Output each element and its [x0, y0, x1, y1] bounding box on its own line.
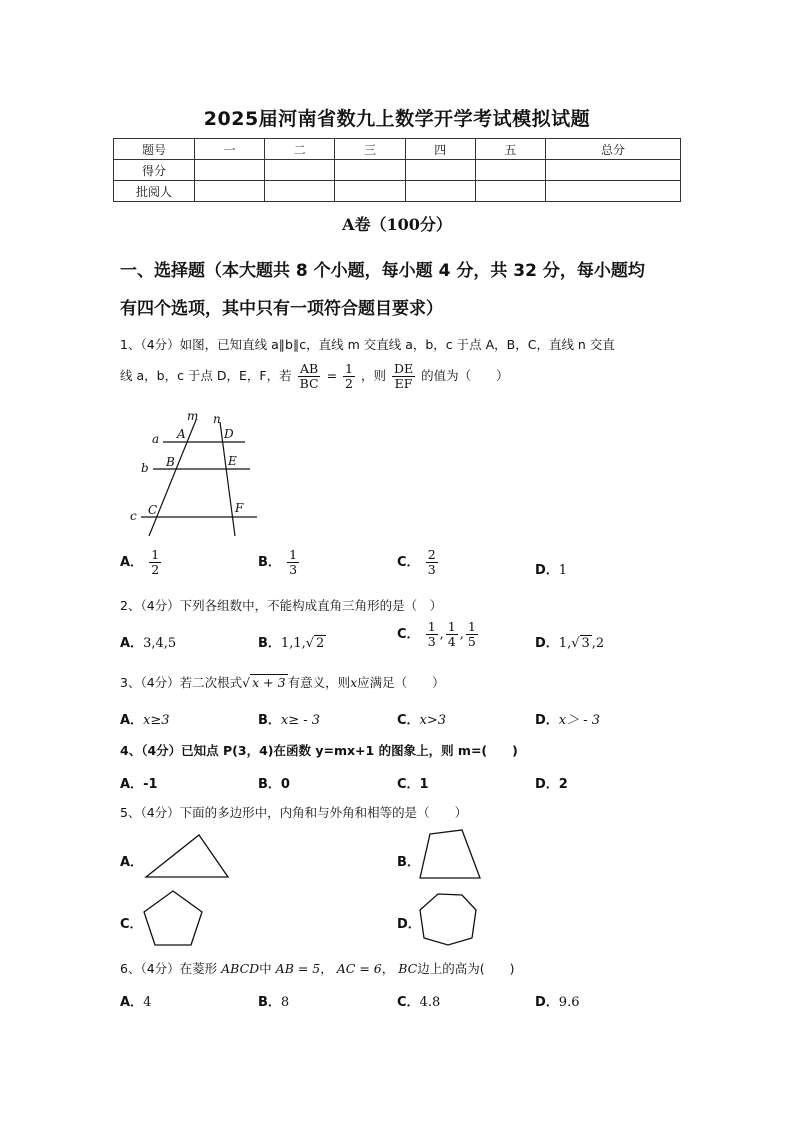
score-table-header	[114, 139, 681, 160]
table-cell: 四	[405, 139, 475, 160]
q4-option-d[interactable]: D．2	[535, 777, 568, 792]
q4-option-c[interactable]: C．1	[397, 777, 429, 792]
q1-option-a[interactable]: A． $\frac{1}{2}$	[120, 547, 160, 577]
table-cell: 二	[265, 139, 335, 160]
table-row	[114, 160, 681, 181]
fraction: $\frac{1}{2}$	[151, 547, 160, 577]
label-m: m	[187, 409, 199, 423]
grader-cell[interactable]	[405, 181, 475, 202]
q1-text-a: 线 a，b，c 于点 D，E，F，若	[120, 367, 292, 383]
q2-question: 2、（4分）下列各组数中，不能构成直角三角形的是（ ）	[120, 598, 443, 613]
numerator: DE	[393, 361, 414, 376]
q5-option-d[interactable]: D．	[397, 917, 421, 932]
hexagon-shape	[416, 890, 480, 948]
q5-option-c[interactable]: C．	[120, 917, 143, 932]
q1-option-b[interactable]: B． $\frac{1}{3}$	[258, 547, 298, 577]
sqrt-radicand: x + 3	[252, 675, 286, 690]
score-cell[interactable]	[475, 160, 545, 181]
table-cell: 总分	[546, 139, 681, 160]
q2-option-c[interactable]: C． $\frac{1}{3}$ , $\frac{1}{4}$ , $\frac{1}{5}$	[397, 619, 476, 649]
grader-cell[interactable]	[195, 181, 265, 202]
volume-heading: A卷（100分）	[342, 215, 452, 234]
section-heading-line2: 有四个选项，其中只有一项符合题目要求）	[120, 299, 443, 319]
label-E: E	[228, 454, 237, 468]
label-a: a	[152, 432, 160, 446]
grader-cell[interactable]	[335, 181, 405, 202]
q3-question: 3、（4分）若二次根式√ x + 3 有意义，则x应满足（ ）	[120, 675, 445, 690]
equals-sign: =	[326, 367, 338, 383]
q6-option-d[interactable]: D．9.6	[535, 995, 580, 1010]
q3-option-c[interactable]: C．x>3	[397, 713, 447, 728]
grader-cell[interactable]	[546, 181, 681, 202]
numerator: AB	[299, 361, 319, 376]
table-cell: 批阅人	[114, 181, 195, 202]
q6-question: 6、（4分）在菱形 ABCD中 AB = 5， AC = 6， BC边上的高为( )	[120, 961, 515, 976]
score-cell[interactable]	[335, 160, 405, 181]
triangle-shape	[140, 830, 232, 882]
score-cell[interactable]	[265, 160, 335, 181]
q1-text-b: ，则	[360, 367, 386, 383]
table-cell: 三	[335, 139, 405, 160]
sqrt-radicand: 2	[316, 636, 325, 651]
q3-option-d[interactable]: D．x＞ - 3	[535, 713, 601, 728]
score-cell[interactable]	[195, 160, 265, 181]
table-cell: 一	[195, 139, 265, 160]
label-c: c	[130, 509, 137, 523]
label-n: n	[213, 412, 221, 426]
q6-option-b[interactable]: B．8	[258, 995, 290, 1010]
denominator: BC	[299, 375, 319, 391]
q1-text-c: 的值为（ ）	[421, 367, 509, 383]
q3-option-a[interactable]: A．x≥3	[120, 713, 170, 728]
label-b: b	[141, 461, 149, 475]
numerator: 1	[345, 361, 353, 376]
q1-line2	[120, 362, 680, 391]
pentagon-shape	[140, 888, 206, 950]
q5-option-a[interactable]: A．	[120, 855, 144, 870]
score-cell[interactable]	[405, 160, 475, 181]
parallel-lines-figure	[125, 408, 265, 543]
score-table	[113, 138, 681, 202]
q4-option-a[interactable]: A．-1	[120, 777, 158, 792]
grader-cell[interactable]	[265, 181, 335, 202]
q1-line1: 1、（4分）如图，已知直线 a∥b∥c，直线 m 交直线 a，b，c 于点 A，B，C，直线 n 交直	[120, 337, 615, 352]
table-cell: 得分	[114, 160, 195, 181]
q1-option-c[interactable]: C． $\frac{2}{3}$	[397, 547, 436, 577]
sqrt-radicand: 3	[581, 636, 590, 651]
q2-option-b[interactable]: B．1,1,√ 2	[258, 636, 325, 651]
fraction-ab-bc	[298, 362, 321, 391]
q2-option-d[interactable]: D．1,√ 3 ,2	[535, 636, 605, 651]
q5-question: 5、（4分）下面的多边形中，内角和与外角和相等的是（ ）	[120, 805, 468, 820]
denominator: EF	[394, 375, 413, 391]
table-cell: 五	[475, 139, 545, 160]
q3-option-b[interactable]: B．x≥ - 3	[258, 713, 321, 728]
q1-option-d[interactable]: D．1	[535, 563, 568, 578]
grader-cell[interactable]	[475, 181, 545, 202]
label-C: C	[148, 503, 158, 517]
fraction: $\frac{2}{3}$	[427, 547, 436, 577]
q5-option-b[interactable]: B．	[397, 855, 420, 870]
table-cell: 题号	[114, 139, 195, 160]
q2-option-a[interactable]: A．3,4,5	[120, 636, 177, 651]
q4-option-b[interactable]: B．0	[258, 777, 290, 792]
table-row	[114, 181, 681, 202]
q4-question: 4、（4分）已知点 P(3，4)在函数 y=mx+1 的图象上，则 m=( )	[120, 743, 518, 758]
fraction: $\frac{1}{3}$	[289, 547, 298, 577]
q6-option-a[interactable]: A．4	[120, 995, 152, 1010]
label-B: B	[166, 455, 175, 469]
fraction-one-half	[343, 362, 355, 391]
label-D: D	[224, 427, 234, 441]
quadrilateral-shape	[414, 826, 486, 882]
score-cell[interactable]	[546, 160, 681, 181]
page-title: 2025届河南省数九上数学开学考试模拟试题	[203, 108, 591, 130]
fraction-de-ef	[392, 362, 415, 391]
label-F: F	[235, 501, 244, 515]
section-heading-line1: 一、选择题（本大题共 8 个小题，每小题 4 分，共 32 分，每小题均	[120, 261, 645, 281]
q6-option-c[interactable]: C．4.8	[397, 995, 441, 1010]
label-A: A	[177, 427, 186, 441]
denominator: 2	[345, 375, 353, 391]
